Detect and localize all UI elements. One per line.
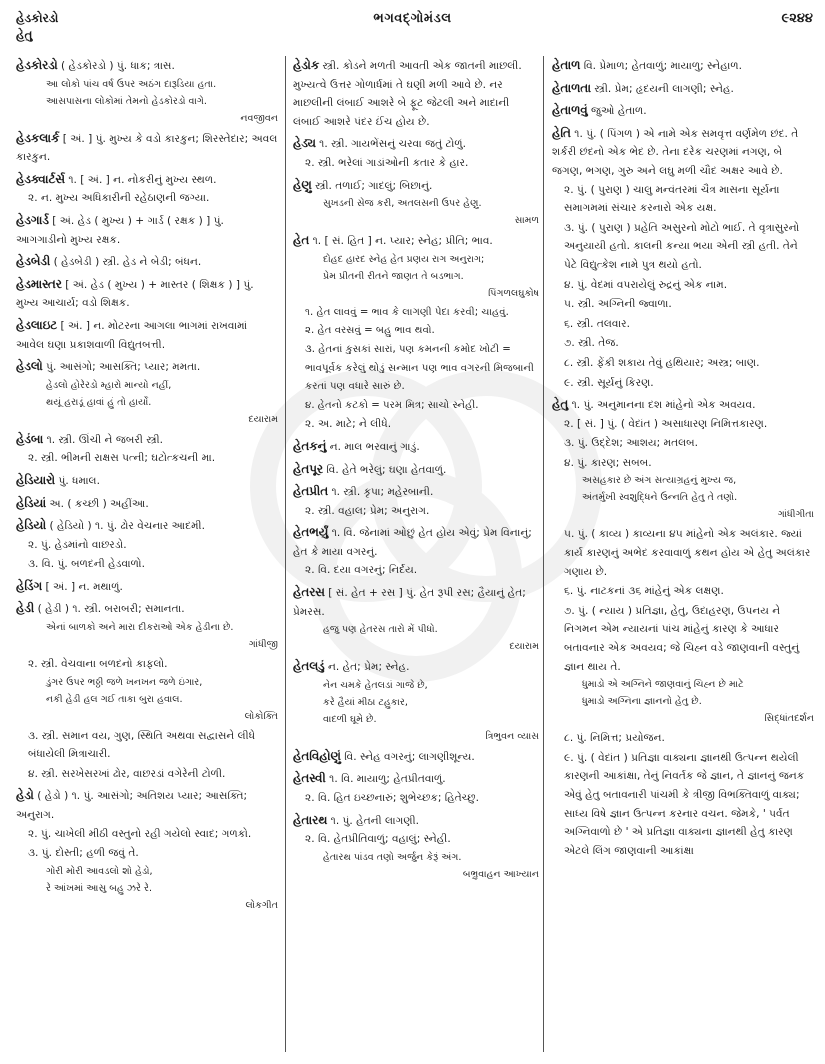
entry-headword: હેતપૂર (293, 461, 323, 476)
entry-headword: હેડ્ય (293, 136, 316, 151)
entry-sense: ૮. સ્ત્રી. ફેંકી શકાય તેવું હથિયાર; અસ્ત્ર; બાણ. (564, 356, 760, 369)
quotation-source: ગાંધીગીતા (777, 509, 814, 521)
entry-headword: હેડિંગ (16, 578, 43, 593)
entry-sense: ૨. ન. મુખ્ય અધિકારીની રહેઠાણની જગ્યા. (28, 192, 210, 205)
entry-definition: ૧. વિ. માયાળુ; હેતપ્રીતવાળું. (329, 773, 446, 786)
quotation-line: દોહદ હારદ સ્નેહ હેત પ્રણય રાગ અનુરાગ; (323, 253, 485, 265)
entry-headword: હેડલો (16, 359, 43, 374)
entry-headword: હેડો (16, 788, 34, 803)
column-divider (285, 56, 286, 1052)
dictionary-entry (293, 231, 539, 434)
quotation-line: અંતર્મુખી સ્વશુદ્ધિને ઉન્નતિ હેતુ તે તણો. (582, 492, 738, 504)
idiom-item: ૨. હેત વરસવું = બહુ ભાવ થવો. (305, 325, 435, 337)
entry-headword: હેતુ (552, 397, 569, 412)
entry-definition: ૧. પું. અનુમાનના દશ માંહેનો એક અવયવ. (571, 399, 756, 412)
dictionary-entry (16, 56, 278, 126)
entry-headword: હેતિ (552, 125, 571, 140)
entry-definition: [ અં. ] ન. મોટરના આગલા ભાગમાં રાખવામાં આવેલ ઘણા પ્રકાશવાળી વિદ્યુતબત્તી. (16, 319, 248, 351)
page-number: ૯૨૪૪ (781, 11, 813, 26)
entry-definition: ૧. [ અં. ] ન. નોકરીનું મુખ્ય સ્થળ. (68, 173, 217, 186)
entry-definition: ( હેડી ) ૧. સ્ત્રી. બરાબરી; સમાનતા. (37, 603, 185, 616)
entry-definition: ૧. સ્ત્રી. ઊંચી ને જબરી સ્ત્રી. (46, 433, 164, 446)
entry-definition-line (16, 786, 278, 824)
quotation-line: પ્રેમ પ્રીતની રીતને જાણત તે બડભાગ. (323, 270, 464, 282)
dictionary-entry (16, 430, 278, 468)
quotation-line: હેતારથ પાંડવ તણો અર્જુન કેરૂં અંગ. (323, 851, 462, 863)
dictionary-entry (552, 56, 814, 76)
entry-definition-line (552, 101, 814, 121)
entry-sense: ૭. સ્ત્રી. તેજ. (564, 337, 619, 350)
entry-sense: ૨. પું. ચાખેલી મીઠી વસ્તુનો રહી ગયેલો સ્વાદ; ગળકો. (28, 827, 252, 840)
dictionary-entry (552, 395, 814, 860)
entry-sense: ૨. [ સં. ] પું. ( વેદાંત ) અસાધારણ નિમિત્તકારણ. (564, 417, 768, 430)
entry-definition-line (16, 357, 278, 377)
entry-definition: [ અં. ] પું. મુખ્ય કે વડો કારકુન; શિરસ્તેદાર; અવલ કારકુન. (16, 132, 278, 164)
entry-sense: ૫. પું. ( કાવ્ય ) કાવ્યના ૪૫ માંહેનો એક અલંકાર. જ્યાં કાર્ય કારણનું અભેદ કરવાવાળું કથન હોય એ હેતુ અલંકાર ગણાય છે. (564, 528, 811, 578)
entry-sense: ૫. સ્ત્રી. અગ્નિની જ્વાળા. (564, 298, 672, 311)
quotation-line: રે આંખમાં આસુ બહુ ઝરે રે. (46, 882, 153, 894)
quotation-source: સિદ્ધાંતદર્શન (764, 713, 814, 725)
entry-definition-line (552, 79, 814, 99)
entry-sense: ૯. સ્ત્રી. સૂર્યનું કિરણ. (564, 376, 654, 389)
entry-definition: સ્ત્રી. કોડને મળતી આવતી એક જાતની માછલી. મુખ્યત્વે ઉત્તર ગોળાર્ધમાં તે ઘણી મળી આવે છે. નર માછલીની લંબાઈ આશરે બે ફૂટ જેટલી અને માદાની લંબાઈ આશરે પંદર ઈંચ હોય છે. (293, 60, 522, 128)
entry-definition-line (552, 124, 814, 181)
dictionary-entry (293, 747, 539, 767)
dictionary-entry (16, 170, 278, 208)
dictionary-entry (16, 516, 278, 574)
quotation-line: સુખડની સેજ કરી, અતલસની ઉપર હેણુ. (323, 198, 482, 210)
dictionary-entry (293, 460, 539, 480)
entry-sense: ૨. વિ. હિત ઇચ્છનારું; શુભેચ્છક; હિતેચ્છુ. (305, 792, 479, 805)
entry-sense: ૪. પું. કારણ; સબબ. (564, 456, 652, 469)
entry-definition-line (16, 56, 278, 76)
entry-headword: હેતાળતા (552, 80, 592, 95)
entry-sense: ૨. પું. હેડમાંનો વાછરડો. (28, 538, 127, 551)
quotation-line: એનાં બાળકો અને મારા દીકરાઓ એક હેડીના છે. (46, 622, 234, 634)
entry-sense: ૩. પું. ( પુરાણ ) પ્રહેતિ અસુરનો મોટો ભાઈ. તે વૃત્રાસુરનો અનુયાયી હતો. કાલની કન્યા ભયા એની સ્ત્રી હતી. તેને પેટે વિદ્યુત્કેશ નામે પુત્ર થયો હતો. (564, 221, 800, 271)
entry-sense: ૨. પું. ( પુરાણ ) ચાલુ મન્વંતરમાં ચૈત્ર માસના સૂર્યના સમાગમમાં સંચાર કરનારો એક યક્ષ. (564, 183, 780, 215)
entry-definition-line (293, 56, 539, 131)
entry-definition: [ સં. હેત + રસ ] પું. હેત રૂપી રસ; હૈયાનું હેત; પ્રેમરસ. (293, 587, 526, 618)
column-2 (293, 56, 539, 1064)
entry-definition-line (16, 252, 278, 272)
entry-definition: સ્ત્રી. તળાઈ; ગાદલું; બિછાનું. (315, 179, 433, 192)
entry-headword: હેડક્વાર્ટર્સ (16, 171, 65, 186)
entry-definition-line (16, 170, 278, 190)
entry-definition-line (293, 134, 539, 154)
idiom-item: ૩. હેતનાં કુસકાં સારાં, પણ કમનની કમોદ ખોટી = ભાવપૂર્વક કરેલું થોડું સન્માન પણ ભાવ વગરની મિજબાની કરતાં પણ વધારે સારું છે. (305, 343, 534, 393)
entry-definition-line (16, 316, 278, 354)
entry-sense: ૩. પું. દોસ્તી; હળી જવું તે. (28, 847, 139, 860)
dictionary-entry (552, 79, 814, 99)
quotation-source: ત્રિભુવન વ્યાસ (485, 730, 539, 742)
entry-headword: હેડબેડી (16, 254, 51, 269)
quotation-source: લોકોક્તિ (244, 710, 278, 722)
entry-definition-line (293, 231, 539, 251)
entry-headword: હેડિયાં (16, 495, 47, 510)
entry-headword: હેડિયો (16, 518, 47, 533)
entry-sense: ૪. પું. વેદમાં વપરાયેલું રુદ્રનું એક નામ. (564, 278, 728, 291)
entry-sense: ૩. સ્ત્રી. સમાન વય, ગુણ, સ્થિતિ અથવા સદ્વાસને લીધે બંધાયેલી મિત્રાચારી. (28, 729, 256, 761)
entry-definition: સ્ત્રી. પ્રેમ; હૃદયની લાગણી; સ્નેહ. (594, 82, 734, 95)
entry-headword: હેતારથ (293, 812, 328, 827)
entry-sense: ૨. સ્ત્રી. વેચવાના બળદનો કાફલો. (28, 658, 168, 671)
quotation-line: કરે હૈયાં મીઠા ટહુકાર, (323, 696, 408, 708)
entry-headword: હેડંબા (16, 431, 44, 446)
entry-definition: ( હેડિયો ) ૧. પું. ઢોર વેચનાર આદમી. (49, 520, 205, 533)
entry-definition: ૧. પું. હેતની લાગણી. (330, 814, 419, 827)
entry-headword: હેતાળવું (552, 103, 588, 118)
quotation-source: દયારામ (509, 641, 539, 653)
page-header (0, 0, 825, 52)
entry-definition: ૧. પું. ( પિંગળ ) એ નામે એક સમવૃત્ત વર્ણમેળ છંદ. તે શર્કરી છંદનો એક ભેદ છે. તેના દરેક ચરણમાં નગણ, બે જગણ, ભગણ, ગુરુ અને લઘુ મળી ચૌદ અક્ષર આવે છે. (552, 127, 799, 177)
entry-headword: હેડમાસ્તર (16, 276, 62, 291)
entry-definition-line (16, 494, 278, 514)
entry-headword: હેડોક (293, 58, 320, 72)
entry-definition-line (293, 523, 539, 561)
quotation-source: નવજીવન (240, 112, 278, 124)
entry-definition-line (293, 583, 539, 621)
entry-sense: ૨. સ્ત્રી. ભીમની રાક્ષસ પત્ની; ઘટોત્કચની મા. (28, 452, 216, 465)
quotation-line: નકી હેડી હલ ગઈ તાકા બુરા હવાલ. (46, 693, 183, 705)
entry-definition: ૧. સ્ત્રી. કૃપા; મહેરબાની. (331, 486, 434, 499)
dictionary-entry (293, 523, 539, 580)
quotation-line: થયૂં હરાડૂં હાવાં હું તો હાર્યો. (46, 396, 152, 408)
dictionary-entry (16, 494, 278, 514)
quotation-line: આસપાસના લોકોમાં તેમનો હેડકોરડો વાગે. (46, 95, 207, 107)
quotation-line: હજુ પણ હેતરસ તારો મેં પીધો. (323, 624, 438, 636)
entry-headword: હેત (293, 233, 310, 248)
dictionary-entry (16, 786, 278, 912)
entry-headword: હેડકોરડો (16, 58, 58, 72)
entry-definition: ન. હેત; પ્રેમ; સ્નેહ. (327, 661, 410, 674)
entry-definition-line (16, 516, 278, 536)
quotation-source: બભ્રુવાહન આખ્યાન (462, 868, 539, 880)
entry-headword: હેડલાઇટ (16, 317, 58, 332)
entry-definition: ( હેડો ) ૧. પું. આસંગો; અતિશય પ્યાર; આસક્તિ; અનુરાગ. (16, 790, 248, 822)
entry-sense: ૨. સ્ત્રી. વહાલ; પ્રેમ; અનુરાગ. (305, 504, 430, 517)
entry-headword: હેતવિહોણું (293, 748, 341, 763)
entry-definition-line (293, 437, 539, 457)
dictionary-entry (293, 482, 539, 520)
quotation-source: ગાંધીજી (248, 639, 278, 651)
entry-definition: પું. આસંગો; આસક્તિ; પ્યાર; મમતા. (46, 361, 201, 374)
entry-definition-line (293, 460, 539, 480)
quotation-line: ધુમાડો અગ્નિના જ્ઞાનનો હેતુ છે. (582, 696, 702, 708)
entry-sense: ૬. સ્ત્રી. તલવાર. (564, 317, 630, 330)
entry-definition: ન. માલ ભરવાનું ગાડું. (329, 440, 420, 453)
dictionary-entry (16, 357, 278, 427)
entry-definition: ૧. [ સં. હિત ] ન. પ્યાર; સ્નેહ; પ્રીતિ; ભાવ. (312, 235, 493, 248)
entry-definition: [ અં. હેડ ( મુખ્ય ) + માસ્તર ( શિક્ષક ) ] પું. મુખ્ય આચાર્ય; વડો શિક્ષક. (16, 278, 254, 310)
entry-headword: હેતલડું (293, 659, 325, 674)
entry-definition-line (16, 275, 278, 313)
dictionary-entry (293, 583, 539, 654)
entry-headword: હેડી (16, 601, 35, 616)
quotation-source: લોકગીત (245, 899, 278, 911)
entry-definition: [ અં. ] ન. મથાળું. (45, 580, 123, 593)
guide-word-last: હેતુ (16, 28, 33, 42)
entry-sense: ૬. પું. નાટકનાં ૩૬ માંહેનું એક લક્ષણ. (564, 585, 724, 598)
entry-headword: હેતસ્વી (293, 771, 326, 786)
column-divider (543, 56, 544, 1052)
entry-definition-line (293, 769, 539, 789)
entry-sense: ૩. પું. ઉદ્દેશ; આશય; મતલબ. (564, 437, 698, 450)
entry-sense: ૭. પું. ( ન્યાય ) પ્રતિજ્ઞા, હેતુ, ઉદાહરણ, ઉપનય ને નિગમન એમ ન્યાયનાં પાંચ માંહેનું કારણ કે આધાર બતાવનાર એક અવયવ; જે ચિહ્ન વડે જાણવાની વસ્તુનું જ્ઞાન થાય તે. (564, 604, 800, 673)
dictionary-entry (293, 437, 539, 457)
dictionary-entry (293, 134, 539, 172)
dictionary-entry (293, 657, 539, 744)
entry-headword: હેતકનું (293, 438, 327, 453)
entry-sense: ૨. વિ. દયા વગરનું; નિર્દય. (305, 564, 418, 577)
quotation-source: સામળ (514, 215, 539, 227)
entry-definition: પું. ધમાલ. (58, 474, 100, 487)
entry-definition: વિ. પ્રેમાળ; હેતવાળું; માયાળુ; સ્નેહાળ. (583, 60, 742, 72)
dictionary-entry (293, 769, 539, 807)
entry-definition-line (293, 176, 539, 196)
entry-headword: હેડગાર્ડ (16, 212, 49, 227)
dictionary-entry (552, 124, 814, 392)
entry-sense: ૨. સ્ત્રી. ભરેલાં ગાડાંઓની કતાર કે હાર. (305, 156, 469, 169)
entry-headword: હેડકલાર્ક (16, 130, 60, 145)
idiom-item: ૧. હેત લાવવું = ભાવ કે લાગણી પેદા કરવી; ચાહવું. (305, 306, 509, 318)
entry-definition: વિ. સ્નેહ વગરનું; લાગણીશૂન્ય. (344, 750, 475, 763)
quotation-line: ગોરી મોરી આવડલો શો હેડો, (46, 865, 153, 877)
entry-headword: હેતભર્યું (293, 525, 329, 540)
entry-definition-line (293, 747, 539, 767)
entry-definition: વિ. હેતે ભરેલું; ઘણા હેતવાળું. (326, 463, 447, 476)
quotation-line: અસહકાર છે અંગ સત્યાગ્રહનું મુખ્ય જ, (582, 475, 737, 487)
dictionary-entry (293, 56, 539, 131)
quotation-line: ડુંગર ઉપર ભઠ્ઠી જળે ખનખન જળે ઇંગાર, (46, 676, 203, 688)
entry-sense: ૨. અ. માટે; ને લીધે. (305, 418, 392, 431)
dictionary-entry (16, 252, 278, 272)
quotation-line: આ લોકો પાંચ વર્ષ ઉપર અઠંગ દારૂડિયા હતા. (46, 78, 217, 90)
entry-definition-line (293, 657, 539, 677)
page-title: ભગવદ્ગોમંડલ (373, 11, 452, 26)
entry-definition: જુઓ હેતાળ. (591, 105, 647, 118)
guide-word-first: હેડકોરડો (16, 11, 59, 25)
dictionary-entry (293, 176, 539, 229)
entry-definition: ૧. વિ. જેનામાં ઓછું હેત હોય એવું; પ્રેમ વિનાનું; હેત કે માયા વગરનું. (293, 527, 532, 558)
entry-definition: ( હેડકોરડો ) પું. ધાક; ત્રાસ. (61, 60, 175, 72)
column-3 (552, 56, 814, 1064)
column-1 (16, 56, 278, 1064)
entry-definition: ૧. સ્ત્રી. ગાયભેંસનું ચરવા જતું ટોળું. (319, 138, 466, 151)
entry-definition-line (16, 129, 278, 167)
quotation-line: હેડલો હોરેરડો મ્હારો માન્યો નહીં, (46, 379, 172, 391)
quotation-source: પિંગળલઘુકોષ (488, 287, 539, 299)
dictionary-entry (16, 316, 278, 354)
dictionary-entry (16, 129, 278, 167)
entry-definition-line (552, 56, 814, 76)
entry-definition: અ. ( કચ્છી ) અહીંઆ. (49, 497, 149, 510)
entry-headword: હેતરસ (293, 585, 325, 600)
dictionary-entry (16, 211, 278, 249)
entry-headword: હેતાળ (552, 58, 581, 72)
quotation-line: વાદળી ઘૂમે છે. (323, 713, 377, 725)
entry-definition-line (16, 430, 278, 450)
entry-sense: ૪. સ્ત્રી. સરખેસરખાં ઢોર, વાછરડાં વગેરેની ટોળી. (28, 767, 226, 780)
dictionary-entry (16, 471, 278, 491)
entry-definition-line (16, 211, 278, 249)
dictionary-entry (16, 275, 278, 313)
entry-definition-line (16, 471, 278, 491)
dictionary-entry (552, 101, 814, 121)
entry-definition-line (293, 811, 539, 831)
entry-definition: [ અં. હેડ ( મુખ્ય ) + ગાર્ડ ( રક્ષક ) ] પું. આગગાડીનો મુખ્ય રક્ષક. (16, 214, 224, 246)
entry-sense: ૨. વિ. હેતપ્રીતિવાળું; વહાલું; સ્નેહી. (305, 833, 451, 846)
entry-headword: હેતપ્રીત (293, 484, 329, 499)
entry-sense: ૩. વિ. પું. બળદની હેડવાળો. (28, 558, 145, 571)
dictionary-entry (16, 577, 278, 597)
entry-definition-line (16, 577, 278, 597)
entry-headword: હેડિયારો (16, 472, 56, 487)
entry-sense: ૮. પું. નિમિત્ત; પ્રયોજન. (564, 732, 665, 745)
dictionary-entry (16, 599, 278, 783)
entry-definition: ( હેડબેડી ) સ્ત્રી. હેડ ને બેડી; બંધન. (53, 256, 202, 269)
entry-sense: ૯. પું. ( વેદાંત ) પ્રતિજ્ઞા વાક્યના જ્ઞાનથી ઉત્પન્ન થયેલી કારણની આકાંક્ષા, તેનું નિવર્તક જે જ્ઞાન, તે જ્ઞાનનું જનક એવું હેતુ બતાવનારી પાંચમી કે ત્રીજી વિભક્તિવાળું વાક્ય; સાધ્ય વિષે જ્ઞાન ઉત્પન્ન કરનાર વચન. જેમકે, ' પર્વત અગ્નિવાળો છે ' એ પ્રતિજ્ઞા વાક્યના જ્ઞાનથી હેતુ કારણ એટલે લિંગ જાણવાની આકાંક્ષા (564, 751, 805, 857)
entry-definition-line (293, 482, 539, 502)
quotation-line: ધુમાડો એ અગ્નિને જાણવાનું ચિહ્ન છે માટે (582, 679, 744, 691)
dictionary-entry (293, 811, 539, 882)
entry-definition-line (552, 395, 814, 415)
quotation-line: નેન ચમકે હેતલડાં ગાજે છે, (323, 679, 428, 691)
quotation-source: દયારામ (248, 413, 278, 425)
entry-headword: હેણુ (293, 177, 312, 192)
entry-definition-line (16, 599, 278, 619)
idiom-item: ૪. હેતનો કટકો = પરમ મિત્ર; સાચો સ્નેહી. (305, 399, 479, 411)
